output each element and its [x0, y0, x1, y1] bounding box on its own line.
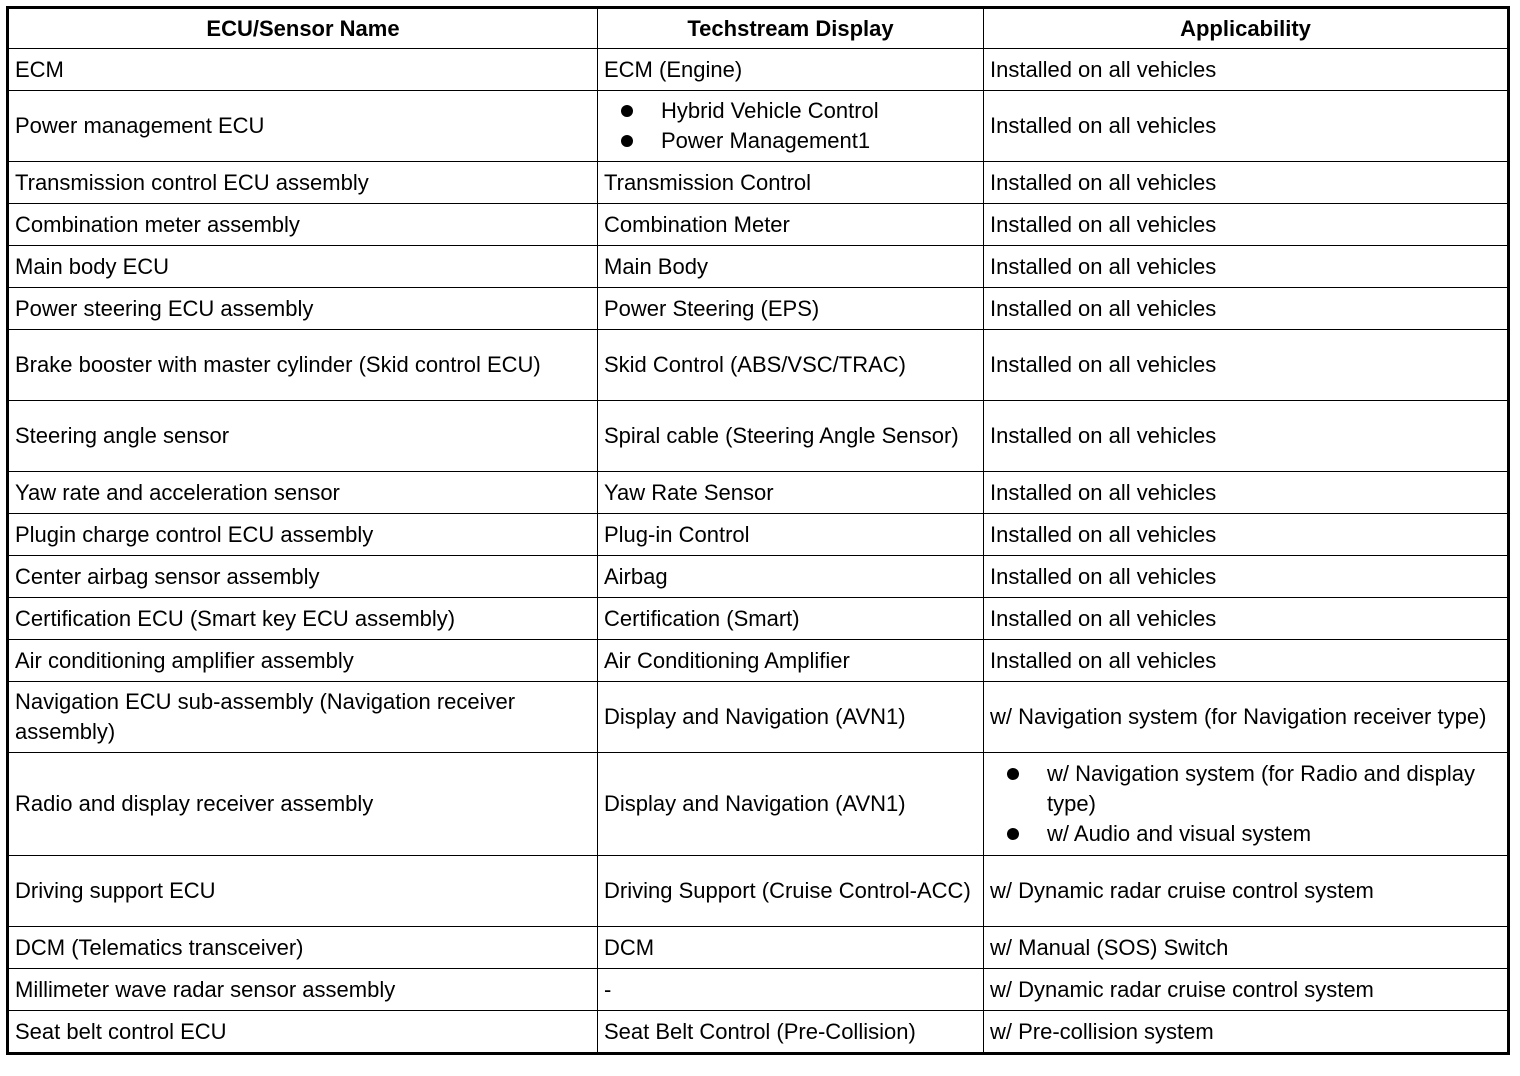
cell-ecu-name: Air conditioning amplifier assembly [8, 640, 598, 682]
cell-ecu-name: Brake booster with master cylinder (Skid control ECU) [8, 330, 598, 401]
cell-display: Driving Support (Cruise Control-ACC) [598, 856, 984, 927]
cell-applicability: Installed on all vehicles [984, 598, 1509, 640]
table-row [8, 91, 1509, 162]
cell-applicability: Installed on all vehicles [984, 162, 1509, 204]
table-row [8, 472, 1509, 514]
cell-ecu-name: Radio and display receiver assembly [8, 753, 598, 856]
ecu-table [6, 6, 1510, 1055]
cell-applicability: w/ Dynamic radar cruise control system [984, 856, 1509, 927]
table-row [8, 49, 1509, 91]
display-bullet-list [604, 96, 977, 156]
cell-ecu-name: DCM (Telematics transceiver) [8, 927, 598, 969]
cell-display: - [598, 969, 984, 1011]
cell-ecu-name: Yaw rate and acceleration sensor [8, 472, 598, 514]
applicability-bullet-list [990, 759, 1501, 849]
cell-display: ECM (Engine) [598, 49, 984, 91]
cell-applicability: Installed on all vehicles [984, 204, 1509, 246]
table-row [8, 640, 1509, 682]
table-row [8, 401, 1509, 472]
cell-ecu-name: Power steering ECU assembly [8, 288, 598, 330]
table-row [8, 330, 1509, 401]
cell-ecu-name: Certification ECU (Smart key ECU assembly) [8, 598, 598, 640]
cell-ecu-name: Center airbag sensor assembly [8, 556, 598, 598]
cell-display: Power Steering (EPS) [598, 288, 984, 330]
table-row [8, 162, 1509, 204]
cell-applicability: Installed on all vehicles [984, 246, 1509, 288]
cell-applicability: w/ Pre-collision system [984, 1011, 1509, 1054]
cell-applicability: w/ Dynamic radar cruise control system [984, 969, 1509, 1011]
cell-applicability: Installed on all vehicles [984, 49, 1509, 91]
table-row [8, 682, 1509, 753]
table-row [8, 288, 1509, 330]
cell-applicability: Installed on all vehicles [984, 330, 1509, 401]
cell-applicability [984, 753, 1509, 856]
cell-ecu-name: Combination meter assembly [8, 204, 598, 246]
cell-ecu-name: Driving support ECU [8, 856, 598, 927]
table-row [8, 1011, 1509, 1054]
list-item: w/ Navigation system (for Radio and display type) [1002, 759, 1501, 819]
table-row [8, 927, 1509, 969]
table-row [8, 969, 1509, 1011]
cell-display: Combination Meter [598, 204, 984, 246]
table-row [8, 514, 1509, 556]
cell-display: Certification (Smart) [598, 598, 984, 640]
cell-ecu-name: ECM [8, 49, 598, 91]
cell-display: Display and Navigation (AVN1) [598, 753, 984, 856]
cell-display: Transmission Control [598, 162, 984, 204]
header-applicability: Applicability [984, 8, 1509, 49]
cell-applicability: w/ Navigation system (for Navigation receiver type) [984, 682, 1509, 753]
cell-display: Plug-in Control [598, 514, 984, 556]
cell-display: Seat Belt Control (Pre-Collision) [598, 1011, 984, 1054]
cell-ecu-name: Main body ECU [8, 246, 598, 288]
cell-applicability: Installed on all vehicles [984, 401, 1509, 472]
header-row [8, 8, 1509, 49]
cell-applicability: Installed on all vehicles [984, 556, 1509, 598]
list-item: w/ Audio and visual system [1002, 819, 1501, 849]
table-row [8, 246, 1509, 288]
table-row [8, 598, 1509, 640]
cell-ecu-name: Power management ECU [8, 91, 598, 162]
cell-display: Yaw Rate Sensor [598, 472, 984, 514]
cell-ecu-name: Transmission control ECU assembly [8, 162, 598, 204]
cell-display: Skid Control (ABS/VSC/TRAC) [598, 330, 984, 401]
cell-display: Airbag [598, 556, 984, 598]
cell-display: Air Conditioning Amplifier [598, 640, 984, 682]
cell-display: Display and Navigation (AVN1) [598, 682, 984, 753]
list-item: Hybrid Vehicle Control [616, 96, 977, 126]
cell-ecu-name: Plugin charge control ECU assembly [8, 514, 598, 556]
header-ecu-sensor-name: ECU/Sensor Name [8, 8, 598, 49]
list-item: Power Management1 [616, 126, 977, 156]
cell-ecu-name: Steering angle sensor [8, 401, 598, 472]
cell-display: DCM [598, 927, 984, 969]
cell-applicability: Installed on all vehicles [984, 288, 1509, 330]
table-row [8, 204, 1509, 246]
cell-applicability: w/ Manual (SOS) Switch [984, 927, 1509, 969]
cell-display [598, 91, 984, 162]
cell-ecu-name: Seat belt control ECU [8, 1011, 598, 1054]
table-row [8, 753, 1509, 856]
cell-ecu-name: Navigation ECU sub-assembly (Navigation receiver assembly) [8, 682, 598, 753]
cell-applicability: Installed on all vehicles [984, 472, 1509, 514]
cell-applicability: Installed on all vehicles [984, 91, 1509, 162]
table-row [8, 556, 1509, 598]
table-row [8, 856, 1509, 927]
header-techstream-display: Techstream Display [598, 8, 984, 49]
cell-applicability: Installed on all vehicles [984, 514, 1509, 556]
cell-applicability: Installed on all vehicles [984, 640, 1509, 682]
cell-display: Main Body [598, 246, 984, 288]
cell-ecu-name: Millimeter wave radar sensor assembly [8, 969, 598, 1011]
cell-display: Spiral cable (Steering Angle Sensor) [598, 401, 984, 472]
